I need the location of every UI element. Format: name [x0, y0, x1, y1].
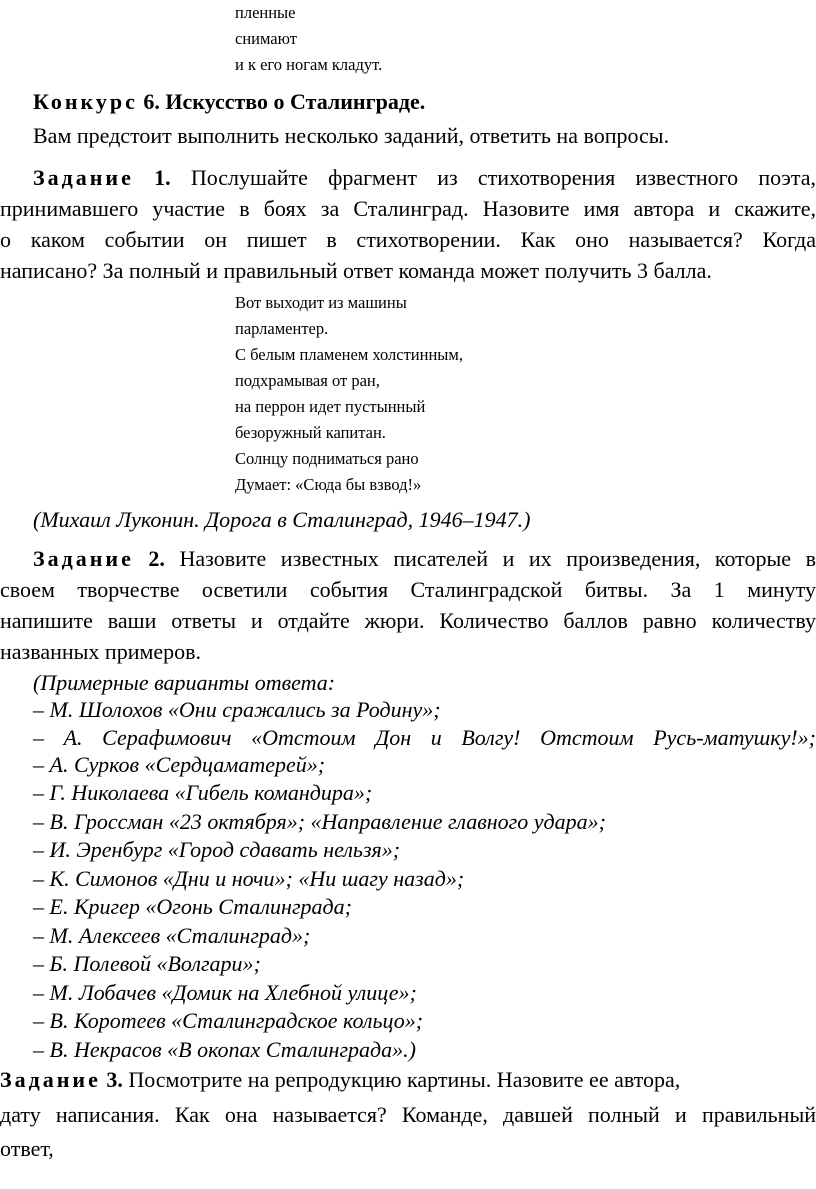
poem-line-4: подхрамывая от ран,: [235, 371, 380, 390]
poem-line-2: парламентер.: [235, 319, 329, 338]
task1-text-1: Послушайте фрагмент из стихотворения известного поэта,: [190, 165, 816, 190]
contest-title: 6. Искусство о Сталинграде.: [143, 89, 426, 114]
poem-line-7: Солнцу подниматься рано: [235, 449, 419, 468]
top-poem-line-2: снимают: [235, 29, 297, 48]
answer-item: – И. Эренбург «Город сдавать нельзя»;: [33, 837, 401, 862]
answer-item: – А. Серафимович «Отстоим Дон и Волгу! Отстоим Русь-матушку!»;: [33, 725, 816, 750]
top-poem-line-3: и к его ногам кладут.: [235, 55, 383, 74]
answers-intro: (Примерные варианты ответа:: [33, 670, 336, 695]
task2-text-1: Назовите известных писателей и их произведения, которые в: [179, 546, 816, 571]
answer-item: – К. Симонов «Дни и ночи»; «Ни шагу назад»;: [33, 866, 465, 891]
intro-text: Вам предстоит выполнить несколько заданий, ответить на вопросы.: [33, 123, 670, 148]
answer-item: – В. Гроссман «23 октября»; «Направление главного удара»;: [33, 809, 606, 834]
task1-line-3: о каком событии он пишет в стихотворении. Как оно называется? Когда: [0, 227, 816, 252]
task1-line-1: [0, 164, 816, 192]
task3-line-3: ответ,: [0, 1136, 54, 1161]
task1-label: Задание: [33, 165, 134, 190]
task2-line-4: названных примеров.: [0, 639, 202, 664]
task3-label: Задание: [0, 1067, 101, 1092]
task2-line-1: [0, 545, 816, 573]
task3-number: 3.: [106, 1067, 123, 1092]
top-poem-line-1: пленные: [235, 3, 296, 22]
answer-item: – М. Шолохов «Они сражались за Родину»;: [33, 697, 441, 722]
task2-line-2: своем творчестве осветили события Сталинградской битвы. За 1 минуту: [0, 577, 816, 602]
poem-line-5: на перрон идет пустынный: [235, 397, 426, 416]
answer-item: – М. Лобачев «Домик на Хлебной улице»;: [33, 980, 417, 1005]
task1-line-4: написано? За полный и правильный ответ команда может получить 3 балла.: [0, 258, 712, 283]
task3-line-1: [0, 1066, 680, 1094]
contest-label: Конкурс: [33, 89, 138, 114]
answer-item: – В. Коротеев «Сталинградское кольцо»;: [33, 1008, 424, 1033]
answer-item: – А. Сурков «Сердцаматерей»;: [33, 752, 326, 777]
poem-line-6: безоружный капитан.: [235, 423, 386, 442]
task1-line-2: принимавшего участие в боях за Сталинград. Назовите имя автора и скажите,: [0, 196, 816, 221]
poem-source: (Михаил Луконин. Дорога в Сталинград, 1946–1947.): [33, 507, 531, 532]
task2-label: Задание: [33, 546, 134, 571]
answer-item: – В. Некрасов «В окопах Сталинграда».): [33, 1037, 416, 1062]
task1-number: 1.: [154, 165, 171, 190]
answer-item: – Е. Кригер «Огонь Сталинграда;: [33, 894, 352, 919]
task3-line-2: дату написания. Как она называется? Команде, давшей полный и правильный: [0, 1102, 816, 1127]
answer-item: – М. Алексеев «Сталинград»;: [33, 923, 311, 948]
task2-number: 2.: [148, 546, 165, 571]
contest-heading: [33, 88, 425, 116]
poem-line-1: Вот выходит из машины: [235, 293, 407, 312]
poem-line-8: Думает: «Сюда бы взвод!»: [235, 475, 422, 494]
answer-item: – Г. Николаева «Гибель командира»;: [33, 780, 373, 805]
answer-item: – Б. Полевой «Волгари»;: [33, 951, 261, 976]
task3-text-1: Посмотрите на репродукцию картины. Назовите ее автора,: [128, 1067, 681, 1092]
poem-line-3: С белым пламенем холстинным,: [235, 345, 463, 364]
task2-line-3: напишите ваши ответы и отдайте жюри. Количество баллов равно количеству: [0, 608, 816, 633]
